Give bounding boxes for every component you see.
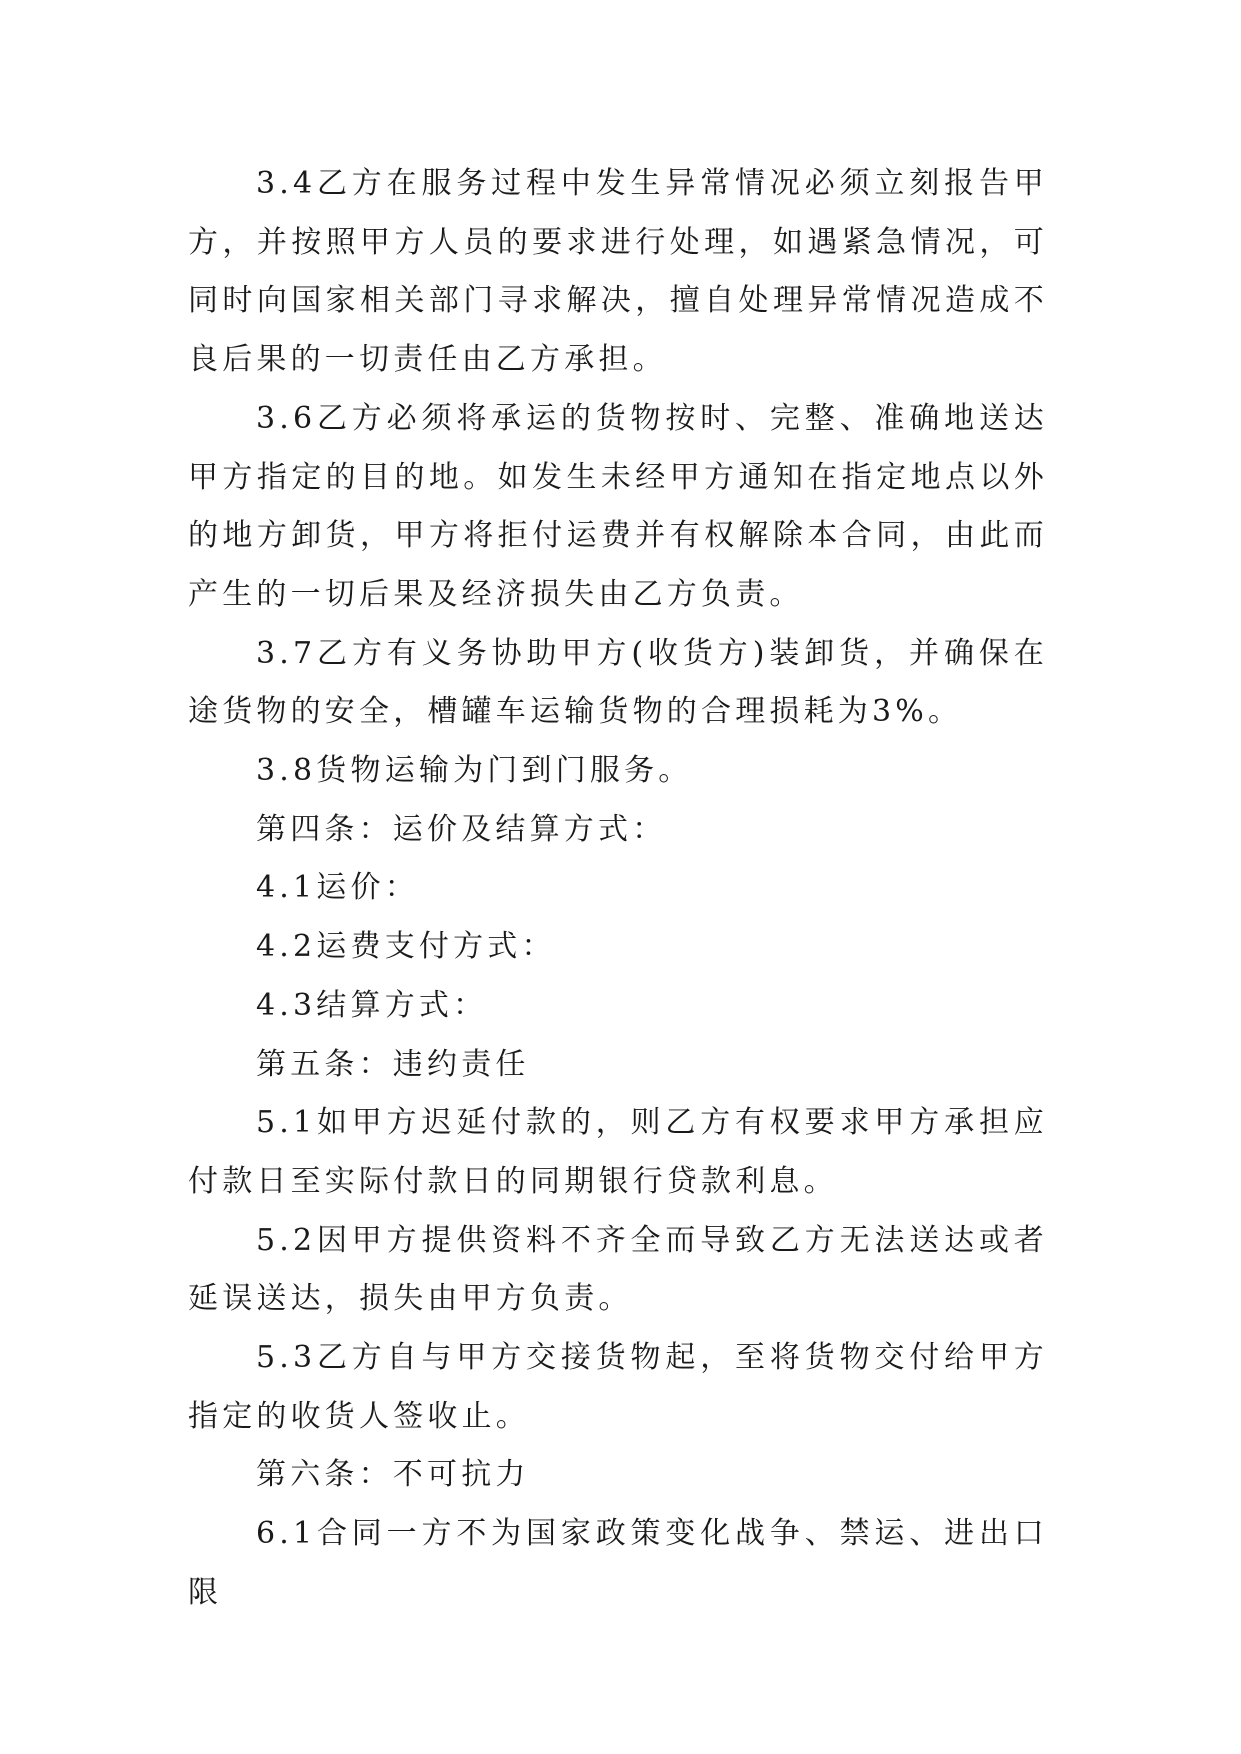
clause-4-2: 4.2运费支付方式： [256, 929, 556, 965]
clause-5-2: 5.2因甲方提供资料不齐全而导致乙方无法送达或者延误送达，损失由甲方负责。 [188, 1222, 1048, 1317]
clause-3-7: 3.7乙方有义务协助甲方(收货方)装卸货，并确保在途货物的安全，槽罐车运输货物的合理损耗为3%。 [188, 635, 1048, 730]
clause-4-1: 4.1运价： [256, 870, 419, 906]
clause-6-1: 6.1合同一方不为国家政策变化战争、禁运、进出口限 [188, 1516, 1048, 1610]
clause-5-3: 5.3乙方自与甲方交接货物起，至将货物交付给甲方指定的收货人签收止。 [188, 1340, 1048, 1434]
clause-3-8: 3.8货物运输为门到门服务。 [256, 753, 693, 789]
article-4-heading: 第四条：运价及结算方式： [256, 811, 667, 847]
contract-body [188, 155, 1048, 1623]
article-5-heading: 第五条：违约责任 [256, 1046, 530, 1082]
clause-3-6: 3.6乙方必须将承运的货物按时、完整、准确地送达甲方指定的目的地。如发生未经甲方通知在指定地点以外的地方卸货，甲方将拒付运费并有权解除本合同，由此而产生的一切后果及经济损失由乙方负责。 [188, 400, 1048, 612]
clause-4-3: 4.3结算方式： [256, 987, 488, 1023]
article-6-heading: 第六条：不可抗力 [256, 1457, 530, 1493]
clause-5-1: 5.1如甲方迟延付款的，则乙方有权要求甲方承担应付款日至实际付款日的同期银行贷款利息。 [188, 1105, 1048, 1199]
clause-3-4: 3.4乙方在服务过程中发生异常情况必须立刻报告甲方，并按照甲方人员的要求进行处理，如遇紧急情况，可同时向国家相关部门寻求解决，擅自处理异常情况造成不良后果的一切责任由乙方承担。 [188, 166, 1048, 378]
